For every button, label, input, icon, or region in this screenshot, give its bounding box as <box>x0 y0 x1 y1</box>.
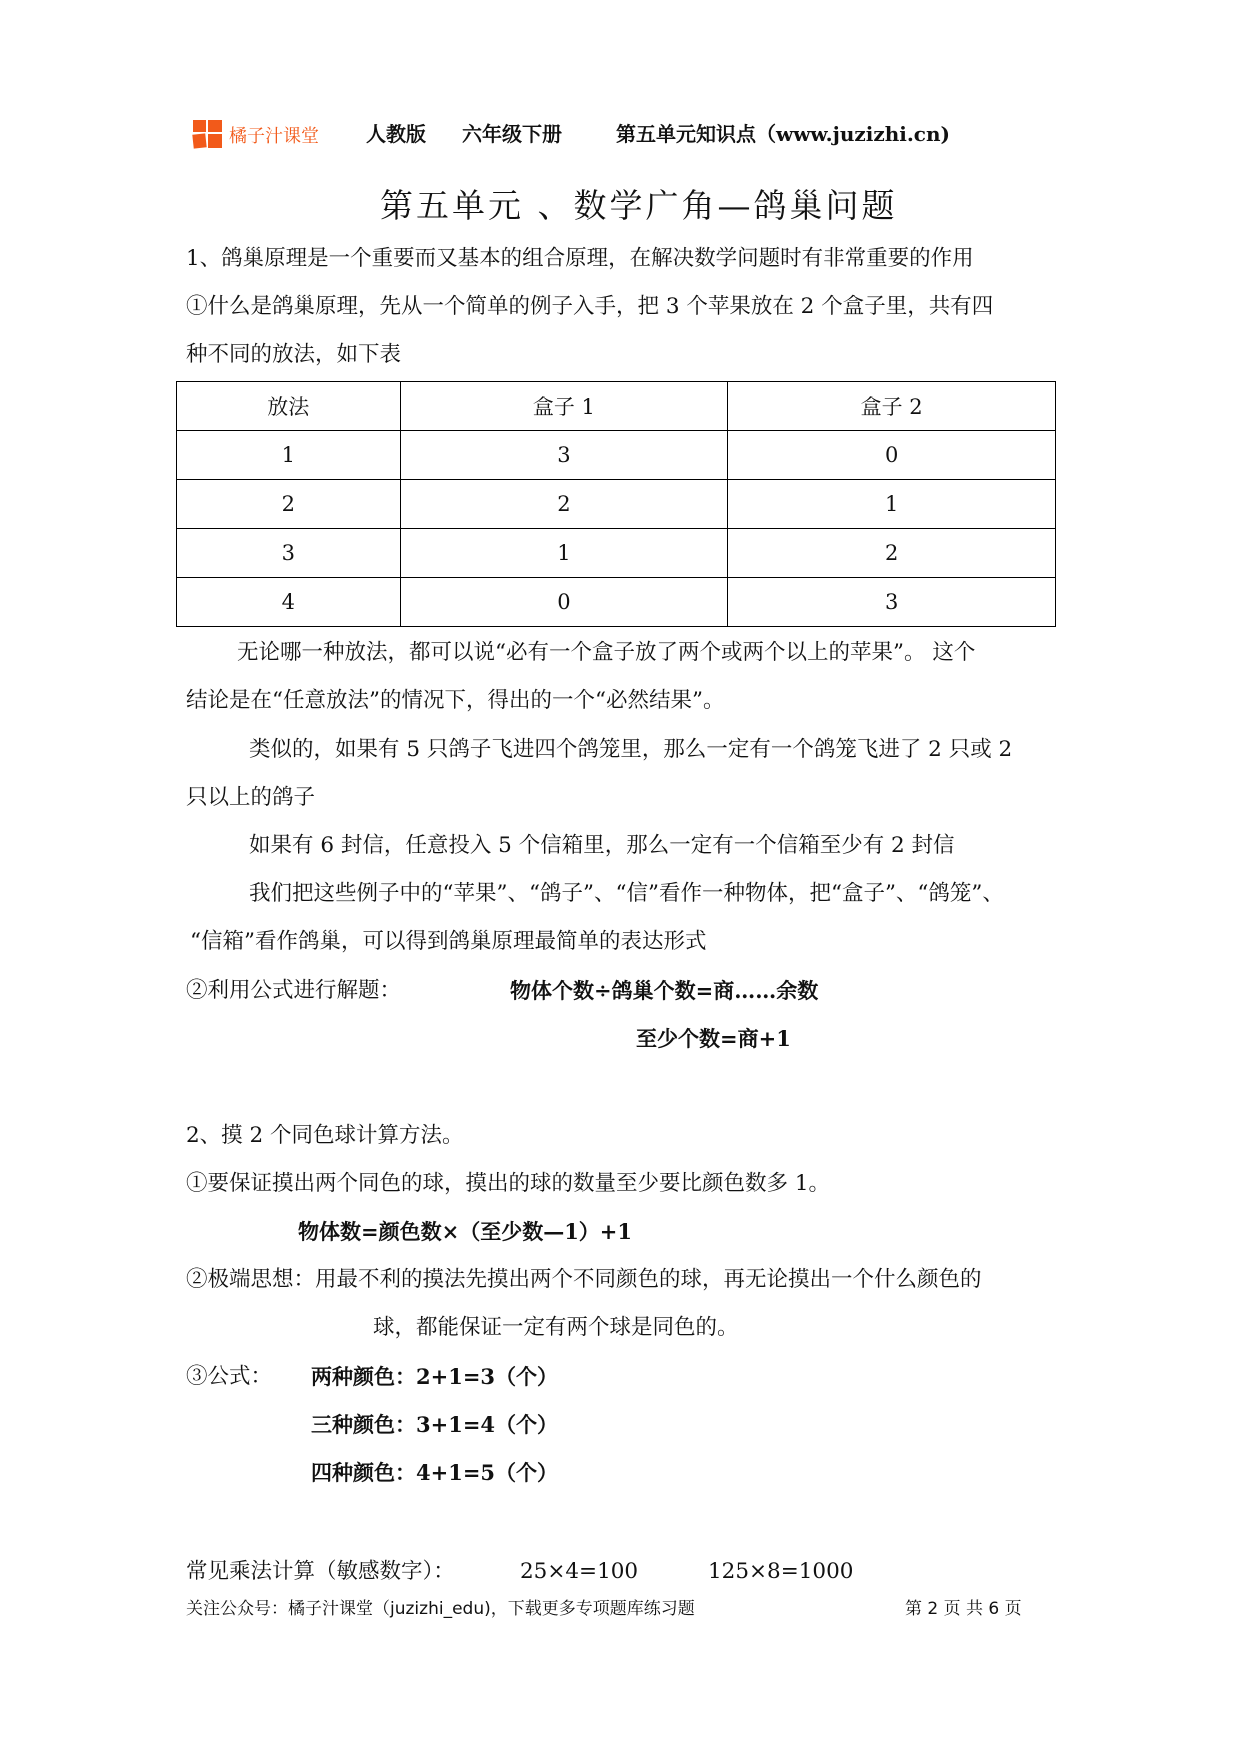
paragraph-4-line2: “信箱”看作鸽巢，可以得到鸽巢原理最简单的表达形式 <box>190 929 707 954</box>
paragraph-4-line1: 我们把这些例子中的“苹果”、“鸽子”、“信”看作一种物体，把“盒子”、“鸽笼”、 <box>249 881 1004 906</box>
paragraph-2-line1: 类似的，如果有 5 只鸽子飞进四个鸽笼里，那么一定有一个鸽笼飞进了 2 只或 2 <box>249 737 1013 762</box>
section1-intro-line2: 种不同的放法，如下表 <box>186 342 402 367</box>
table-row <box>177 529 1056 578</box>
table-cell: 2 <box>177 480 401 529</box>
section1-heading: 1、鸽巢原理是一个重要而又基本的组合原理，在解决数学问题时有非常重要的作用 <box>186 246 974 271</box>
table-cell: 3 <box>728 578 1056 627</box>
formula-label: ②利用公式进行解题： <box>186 978 402 1003</box>
section1-intro-line1: ①什么是鸽巢原理，先从一个简单的例子入手，把 3 个苹果放在 2 个盒子里，共有四 <box>186 294 994 319</box>
paragraph-2-line2: 只以上的鸽子 <box>186 785 316 810</box>
page-title: 第五单元 、数学广角—鸽巢问题 <box>380 186 898 225</box>
paragraph-1-line1: 无论哪一种放法，都可以说“必有一个盒子放了两个或两个以上的苹果”。 这个 <box>237 640 976 665</box>
common-mult-calc2: 125×8=1000 <box>708 1559 854 1584</box>
unit-info-label: 第五单元知识点（www.juzizhi.cn) <box>616 122 950 146</box>
logo-text: 橘子汁课堂 <box>229 126 319 147</box>
common-mult-calc1: 25×4=100 <box>520 1559 639 1584</box>
table-cell: 3 <box>400 431 728 480</box>
section2-point3-label: ③公式： <box>186 1364 273 1389</box>
table-cell: 0 <box>728 431 1056 480</box>
paragraph-1-line2: 结论是在“任意放法”的情况下，得出的一个“必然结果”。 <box>186 688 725 713</box>
table-cell: 1 <box>177 431 401 480</box>
table-row <box>177 480 1056 529</box>
table-cell: 1 <box>728 480 1056 529</box>
table-row <box>177 431 1056 480</box>
formula-quotient-remainder: 物体个数÷鸽巢个数=商……余数 <box>510 978 819 1003</box>
footer-note: 关注公众号：橘子汁课堂（juzizhi_edu)，下载更多专项题库练习题 <box>186 1599 695 1619</box>
placement-table <box>176 381 1056 627</box>
table-cell: 2 <box>400 480 728 529</box>
formula-minimum-count: 至少个数=商+1 <box>636 1026 791 1051</box>
formula-two-colors: 两种颜色：2+1=3（个） <box>311 1364 559 1389</box>
common-mult-label: 常见乘法计算（敏感数字）： <box>186 1559 455 1584</box>
formula-three-colors: 三种颜色：3+1=4（个） <box>311 1412 559 1437</box>
paragraph-3: 如果有 6 封信，任意投入 5 个信箱里，那么一定有一个信箱至少有 2 封信 <box>249 833 955 858</box>
table-header: 盒子 2 <box>728 382 1056 431</box>
table-cell: 3 <box>177 529 401 578</box>
edition-label: 人教版 <box>366 122 426 146</box>
table-header-row <box>177 382 1056 431</box>
table-header: 放法 <box>177 382 401 431</box>
page-number: 第 2 页 共 6 页 <box>905 1599 1022 1619</box>
section2-heading: 2、摸 2 个同色球计算方法。 <box>186 1123 464 1148</box>
formula-four-colors: 四种颜色：4+1=5（个） <box>311 1460 559 1485</box>
table-cell: 1 <box>400 529 728 578</box>
table-row <box>177 578 1056 627</box>
table-cell: 4 <box>177 578 401 627</box>
section2-point2-line2: 球，都能保证一定有两个球是同色的。 <box>373 1315 739 1340</box>
section2-point1: ①要保证摸出两个同色的球，摸出的球的数量至少要比颜色数多 1。 <box>186 1171 831 1196</box>
table-cell: 0 <box>400 578 728 627</box>
section2-point2-line1: ②极端思想：用最不利的摸法先摸出两个不同颜色的球，再无论摸出一个什么颜色的 <box>186 1267 982 1292</box>
table-cell: 2 <box>728 529 1056 578</box>
grade-label: 六年级下册 <box>462 122 562 146</box>
table-header: 盒子 1 <box>400 382 728 431</box>
logo-icon <box>193 120 223 148</box>
section2-formula: 物体数=颜色数×（至少数—1）+1 <box>298 1219 633 1244</box>
